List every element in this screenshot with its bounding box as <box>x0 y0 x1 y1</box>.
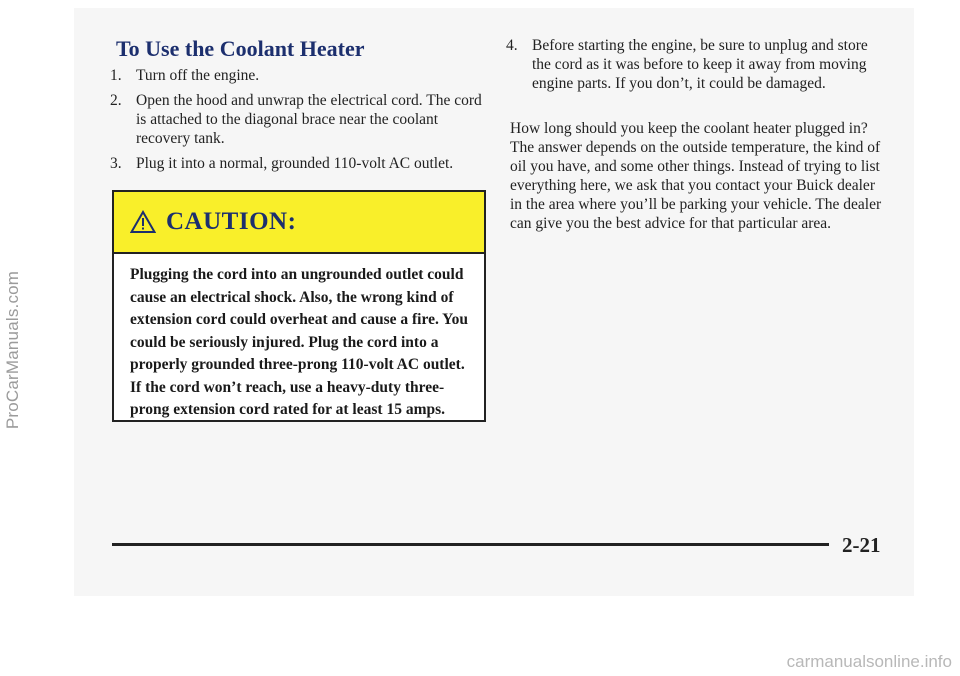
section-heading: To Use the Coolant Heater <box>116 36 365 61</box>
caution-title: CAUTION: <box>166 208 297 235</box>
step-text: Open the hood and unwrap the electrical cord. The cord is attached to the diagonal brace near the coolant recovery tank. <box>136 92 482 147</box>
warning-triangle-icon <box>130 210 156 234</box>
caution-box <box>112 190 486 422</box>
step-item <box>110 66 485 85</box>
step-text: Plug it into a normal, grounded 110-volt AC outlet. <box>136 155 454 172</box>
caution-header <box>114 192 484 254</box>
step-item <box>110 91 485 148</box>
step-text: Before starting the engine, be sure to unplug and store the cord as it was before to keep it away from moving engine parts. If you don’t, it could be damaged. <box>532 37 868 92</box>
side-watermark <box>0 120 26 580</box>
bottom-watermark: carmanualsonline.info <box>786 652 952 671</box>
side-watermark-text: ProCarManuals.com <box>3 270 22 430</box>
step-number: 2. <box>110 92 122 109</box>
footer-rule <box>112 543 829 546</box>
step-text: Turn off the engine. <box>136 67 260 84</box>
steps-list-left <box>110 66 485 179</box>
step-item <box>110 154 485 173</box>
page-number: 2-21 <box>842 533 881 557</box>
coolant-heater-paragraph: How long should you keep the coolant heater plugged in? The answer depends on the outside temperature, the kind of oil you have, and some other things. Instead of trying to list everything here, we ask that you contact your Buick dealer in the area where you’ll be parking your vehicle. The dealer can give you the best advice for that particular area. <box>510 120 882 232</box>
step-number: 4. <box>506 37 518 54</box>
step-number: 3. <box>110 155 122 172</box>
step-number: 1. <box>110 67 122 84</box>
steps-list-right <box>506 36 886 99</box>
step-item <box>506 36 886 93</box>
caution-text: Plugging the cord into an ungrounded outlet could cause an electrical shock. Also, the wrong kind of extension cord could overheat and cause a fire. You could be seriously injured. Plug the cord into a properly grounded three-prong 110-volt AC outlet. If the cord won’t reach, use a heavy-duty three-prong extension cord rated for at least 15 amps. <box>130 266 468 418</box>
